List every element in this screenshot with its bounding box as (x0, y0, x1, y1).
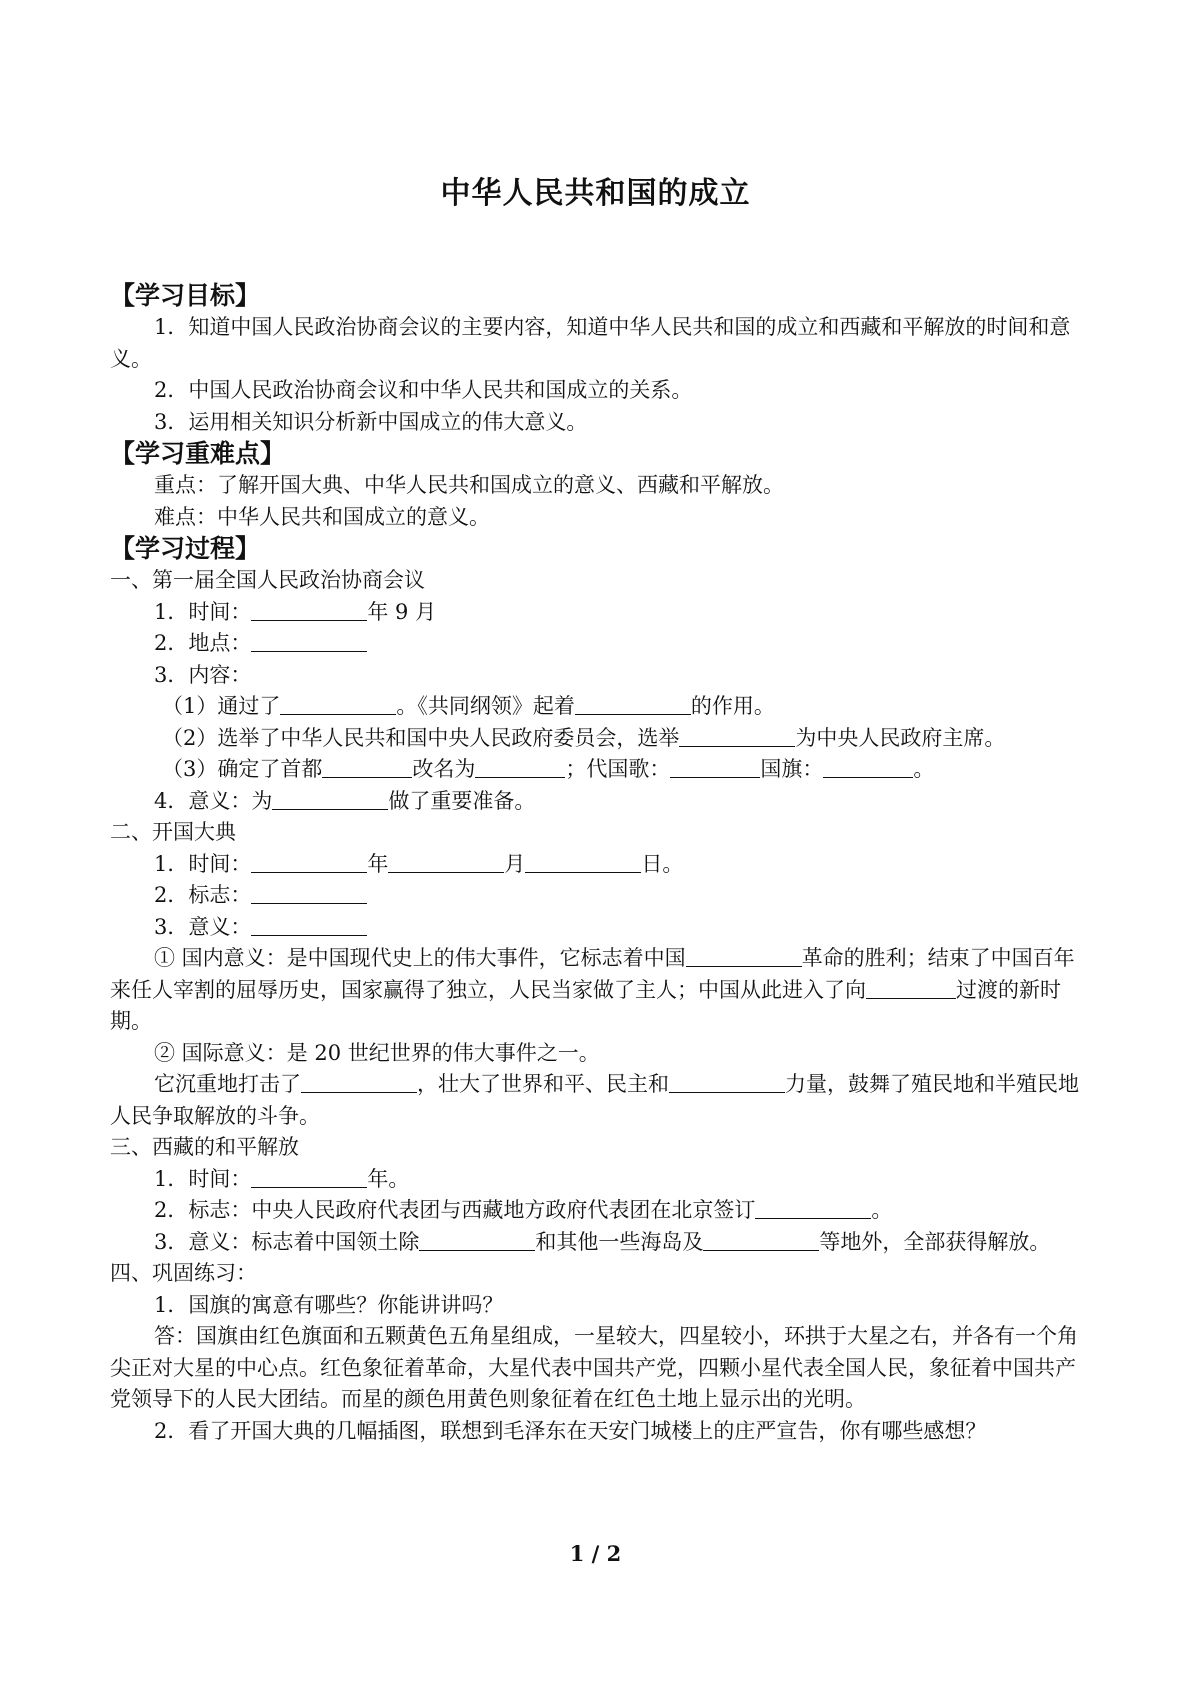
part2-time (110, 849, 1095, 881)
label: 它沉重地打击了 (154, 1072, 301, 1096)
label: 国旗： (760, 757, 824, 781)
part1-place (110, 628, 1095, 660)
page-title: 中华人民共和国的成立 (440, 176, 751, 211)
label: 力量，鼓舞了殖民地和半殖民地人民争取解放的斗争。 (110, 1072, 1079, 1128)
label: 和其他一些海岛及 (535, 1229, 704, 1254)
page-number: 1 / 2 (569, 1541, 622, 1566)
label: ① 国内意义：是中国现代史上的伟大事件，它标志着中国 (154, 946, 686, 970)
fill-blank[interactable] (251, 630, 367, 652)
part2-domestic (110, 943, 1095, 1038)
part1-significance (110, 786, 1095, 818)
part1-content-label: 3．内容： (154, 662, 252, 687)
label: 2．标志： (154, 883, 252, 907)
label: （1）通过了 (162, 694, 281, 718)
part2-mark (110, 880, 1095, 912)
label: （2）选举了中华人民共和国中央人民政府委员会，选举 (162, 725, 680, 750)
label: 。 (871, 1198, 893, 1222)
label: 等地外，全部获得解放。 (819, 1229, 1051, 1254)
part3-title: 三、西藏的和平解放 (110, 1135, 299, 1159)
part2-international: ② 国际意义：是 20 世纪世界的伟大事件之一。 (154, 1040, 600, 1065)
label: 1．时间： (154, 851, 252, 876)
fill-blank[interactable] (251, 1166, 367, 1188)
fill-blank[interactable] (866, 977, 956, 999)
fill-blank[interactable] (322, 756, 412, 778)
label: 年 (367, 851, 389, 876)
part4-question-2: 2．看了开国大典的几幅插图，联想到毛泽东在天安门城楼上的庄严宣告，你有哪些感想？ (154, 1418, 987, 1443)
label: 2．地点： (154, 631, 252, 655)
label: 年 9 月 (367, 599, 437, 624)
label: 3．意义：标志着中国领土除 (154, 1229, 420, 1254)
part1-time (110, 597, 1095, 629)
goal-item-2: 2．中国人民政治协商会议和中华人民共和国成立的关系。 (154, 378, 693, 402)
focus-text: 重点：了解开国大典、中华人民共和国成立的意义、西藏和平解放。 (154, 473, 784, 497)
label: 改名为 (412, 757, 476, 781)
fill-blank[interactable] (755, 1197, 871, 1219)
label: 1．时间： (154, 1166, 252, 1191)
label: 3．意义： (154, 914, 252, 939)
worksheet-body (110, 280, 1095, 1447)
label: ，壮大了世界和平、民主和 (417, 1072, 669, 1096)
label: 革命的胜利；结束了中国百年来任人宰割的屈辱历史，国家赢得了独立，人民当家做了主人；中国从此进入了向 (110, 946, 1075, 1002)
label: 的作用。 (690, 694, 775, 718)
part4-title: 四、巩固练习： (110, 1261, 257, 1285)
part2-meaning (110, 912, 1095, 944)
fill-blank[interactable] (419, 1229, 535, 1251)
process-heading: 【学习过程】 (110, 534, 261, 563)
fill-blank[interactable] (280, 693, 396, 715)
goal-item-3: 3．运用相关知识分析新中国成立的伟大意义。 (154, 409, 588, 434)
label: 2．标志：中央人民政府代表团与西藏地方政府代表团在北京签订 (154, 1198, 756, 1222)
label: 做了重要准备。 (388, 788, 536, 813)
label: （3）确定了首都 (162, 757, 323, 781)
part2-title: 二、开国大典 (110, 820, 236, 844)
label: ；代国歌： (565, 757, 671, 781)
fill-blank[interactable] (251, 914, 367, 936)
fill-blank[interactable] (670, 756, 760, 778)
part3-time (110, 1164, 1095, 1196)
fill-blank[interactable] (251, 851, 367, 873)
goals-heading: 【学习目标】 (110, 281, 261, 310)
label: 过渡的新时期。 (110, 977, 1061, 1033)
fill-blank[interactable] (475, 756, 565, 778)
fill-blank[interactable] (679, 725, 795, 747)
label: 。 (913, 757, 935, 781)
goal-item-1: 1．知道中国人民政治协商会议的主要内容，知道中华人民共和国的成立和西藏和平解放的时间和意义。 (110, 315, 1071, 371)
part1-title: 一、第一届全国人民政治协商会议 (110, 568, 425, 592)
fill-blank[interactable] (272, 788, 388, 810)
fill-blank[interactable] (251, 599, 367, 621)
part4-answer-1: 答：国旗由红色旗面和五颗黄色五角星组成，一星较大，四星较小，环拱于大星之右，并各有一个角尖正对大星的中心点。红色象征着革命，大星代表中国共产党，四颗小星代表全国人民，象征着中国共产党领导下的人民大团结。而星的颜色用黄色则象征着在红色土地上显示出的光明。 (110, 1324, 1078, 1411)
label: 。《共同纲领》起着 (396, 694, 575, 718)
part2-impact (110, 1069, 1095, 1132)
part1-content-3 (110, 754, 1095, 786)
fill-blank[interactable] (669, 1071, 785, 1093)
fill-blank[interactable] (388, 851, 504, 873)
part3-significance (110, 1227, 1095, 1259)
fill-blank[interactable] (525, 851, 641, 873)
fill-blank[interactable] (251, 882, 367, 904)
fill-blank[interactable] (301, 1071, 417, 1093)
label: 4．意义：为 (154, 788, 273, 813)
part3-mark (110, 1195, 1095, 1227)
fill-blank[interactable] (823, 756, 913, 778)
label: 为中央人民政府主席。 (795, 725, 1006, 750)
part1-content-1 (110, 691, 1095, 723)
label: 月 (504, 851, 526, 876)
label: 年。 (367, 1166, 410, 1191)
part1-content-2 (110, 723, 1095, 755)
fill-blank[interactable] (703, 1229, 819, 1251)
label: 1．时间： (154, 599, 252, 624)
part4-question-1: 1．国旗的寓意有哪些？你能讲讲吗？ (154, 1292, 504, 1317)
fill-blank[interactable] (686, 945, 802, 967)
key-points-heading: 【学习重难点】 (110, 439, 286, 468)
label: 日。 (641, 851, 684, 876)
difficulty-text: 难点：中华人民共和国成立的意义。 (154, 504, 490, 529)
fill-blank[interactable] (575, 693, 691, 715)
